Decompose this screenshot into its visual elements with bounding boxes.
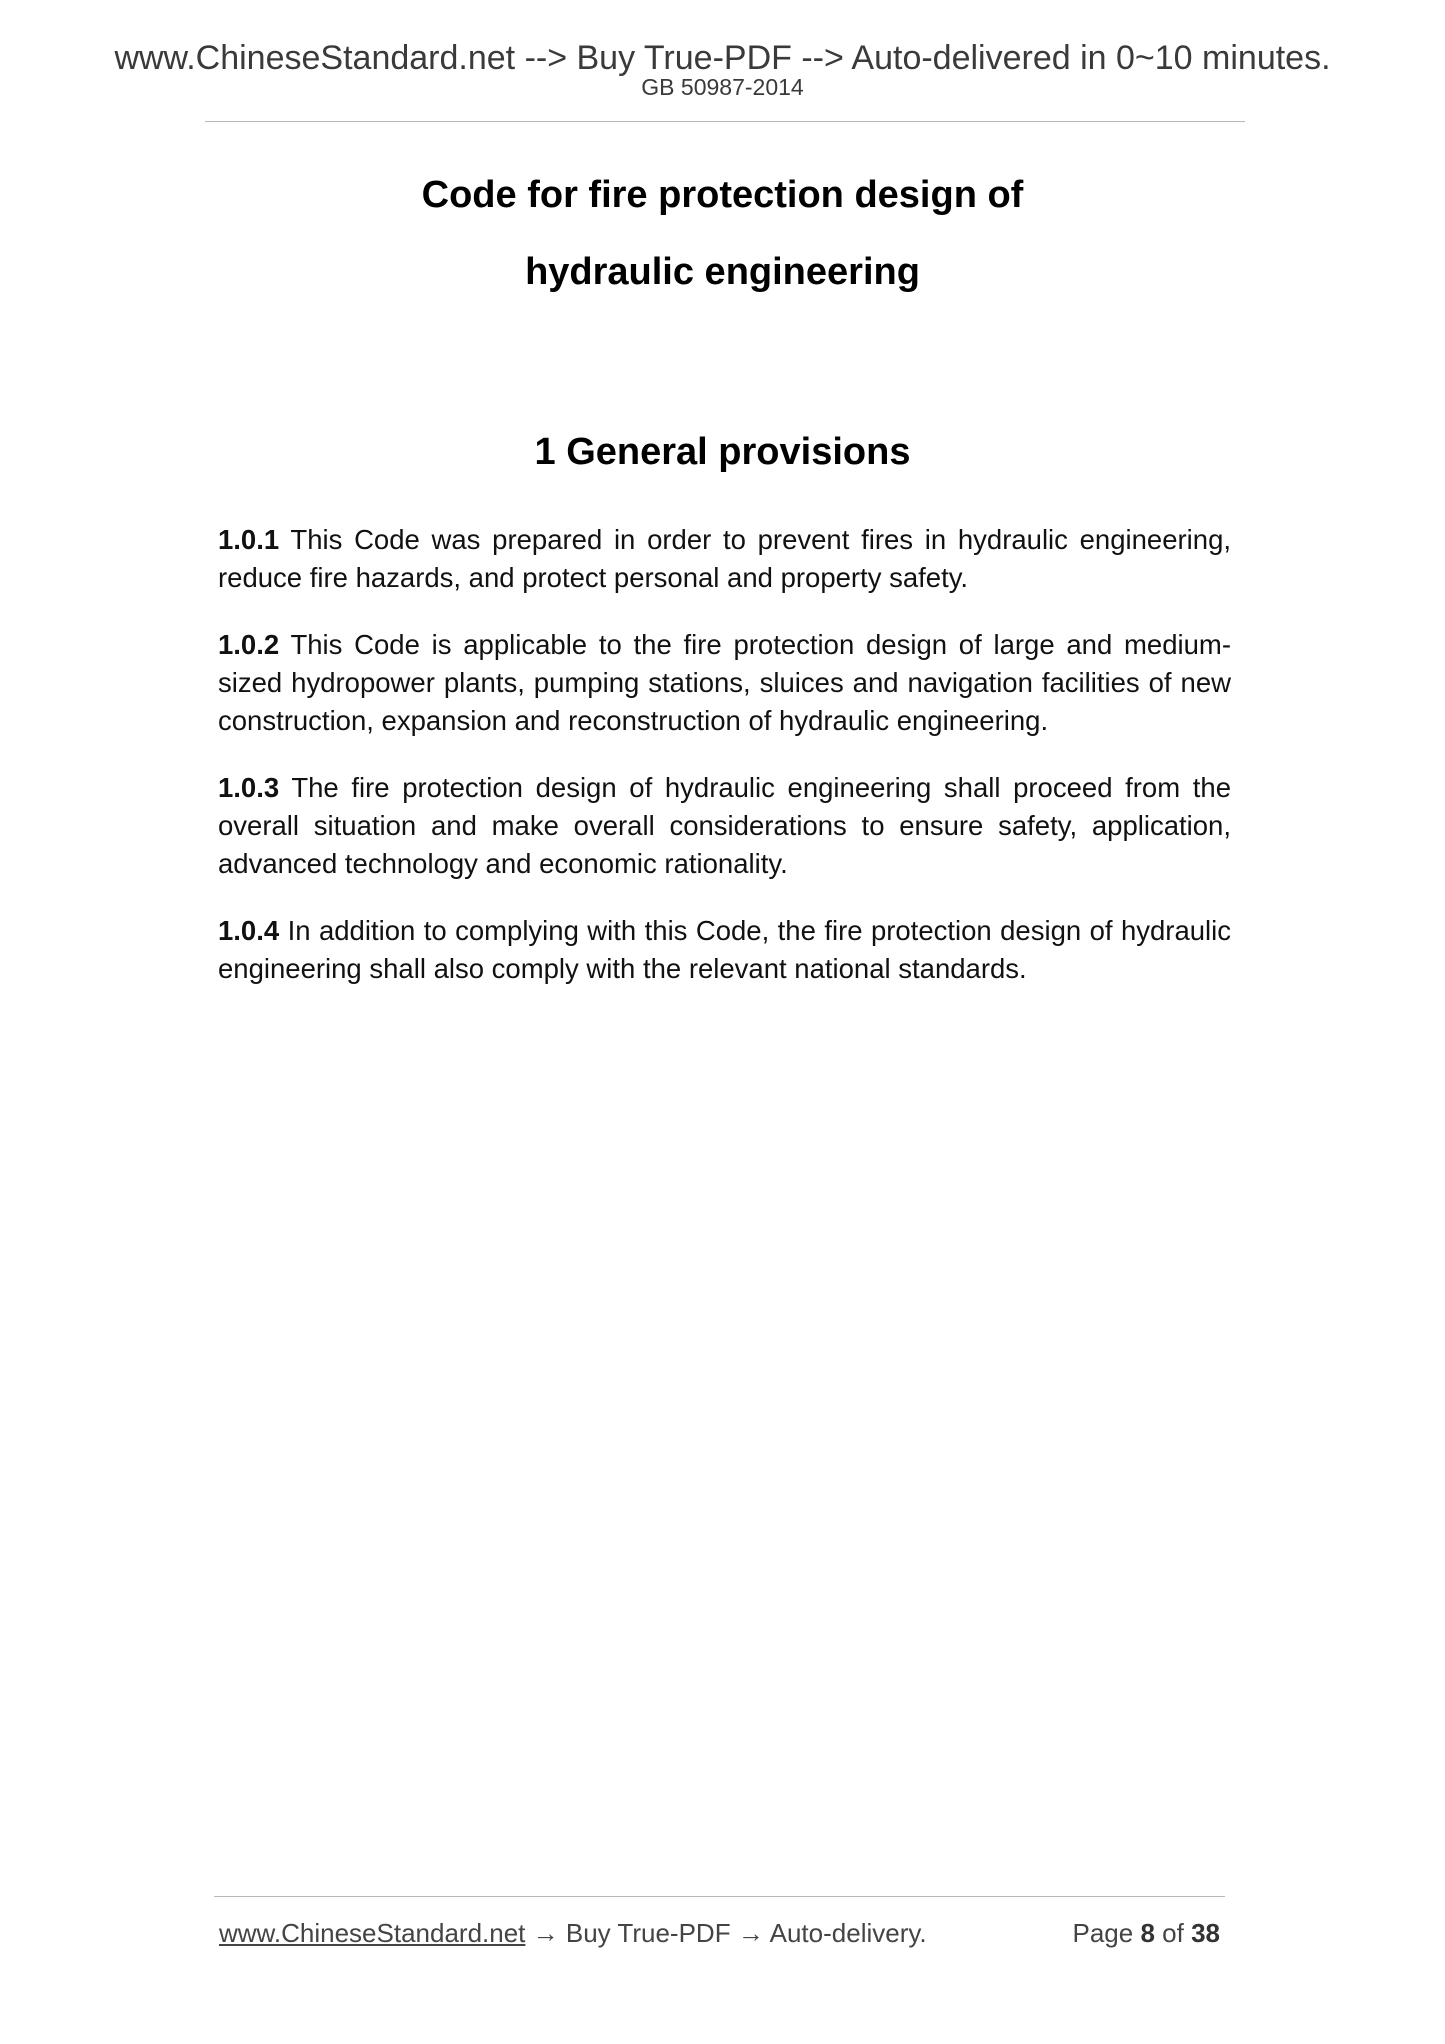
clause-number: 1.0.1 <box>218 524 280 555</box>
clause-1-0-4 <box>218 912 1231 988</box>
arrow-right-icon: → <box>737 1918 764 1948</box>
clause-text: This Code is applicable to the fire protection design of large and medium-sized hydropower plants, pumping stations, sluices and navigation facilities of new construction, expansion and reconstruction of hydraulic engineering. <box>218 629 1231 736</box>
clause-number: 1.0.3 <box>218 772 280 803</box>
total-pages: 38 <box>1191 1918 1220 1948</box>
page-number: 8 <box>1140 1918 1155 1948</box>
clause-1-0-1 <box>218 521 1231 597</box>
clause-number: 1.0.4 <box>218 915 280 946</box>
footer-site-link[interactable]: www.ChineseStandard.net <box>219 1918 526 1948</box>
section-heading: 1 General provisions <box>534 431 911 473</box>
clause-text: In addition to complying with this Code, the fire protection design of hydraulic engineering shall also comply with the relevant national standards. <box>218 915 1232 984</box>
clause-list <box>218 521 1231 1017</box>
clause-text: The fire protection design of hydraulic engineering shall proceed from the overall situation and make overall considerations to ensure safety, application, advanced technology and economic rationality. <box>218 772 1231 879</box>
arrow-right-icon: → <box>532 1918 559 1948</box>
footer-buy-text: Buy True-PDF <box>565 1918 731 1948</box>
footer-delivery-text: Auto-delivery. <box>769 1918 927 1948</box>
clause-1-0-3 <box>218 769 1231 883</box>
of-label: of <box>1162 1918 1184 1948</box>
clause-1-0-2 <box>218 626 1231 740</box>
footer-divider <box>214 1896 1225 1897</box>
header-divider <box>205 121 1245 122</box>
clause-text: This Code was prepared in order to prevent fires in hydraulic engineering, reduce fire hazards, and protect personal and property safety. <box>218 524 1232 593</box>
standard-number: GB 50987-2014 <box>641 74 804 100</box>
document-title-line-2: hydraulic engineering <box>525 251 920 293</box>
page-indicator <box>1072 1917 1220 1949</box>
document-title-line-1: Code for fire protection design of <box>421 174 1024 216</box>
footer-links <box>219 1917 927 1949</box>
header-banner[interactable]: www.ChineseStandard.net --> Buy True-PDF --> Auto-delivered in 0~10 minutes. <box>114 39 1331 77</box>
clause-number: 1.0.2 <box>218 629 280 660</box>
page-label: Page <box>1072 1918 1134 1948</box>
